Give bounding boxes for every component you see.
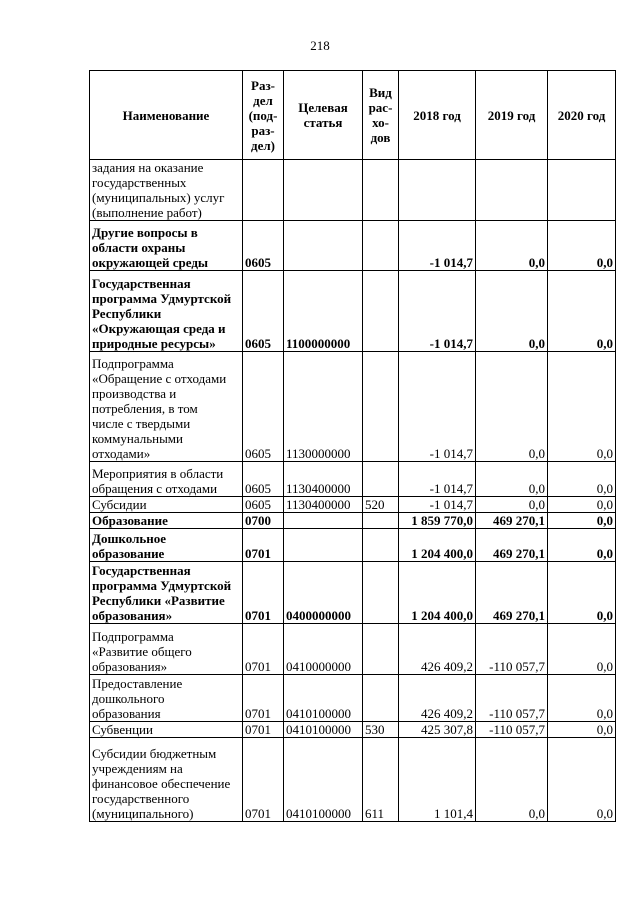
cell-name-line: Подпрограмма [92,629,174,644]
cell-name-line: Другие вопросы в [92,225,198,240]
cell-name [90,221,243,271]
cell-2020: 0,0 [548,221,616,271]
cell-name [90,529,243,562]
cell-2018: 425 307,8 [399,722,476,738]
cell-name [90,513,243,529]
cell-2019: -110 057,7 [476,722,548,738]
table-row [90,497,616,513]
cell-name-line: Республики «Развитие [92,593,225,608]
cell-expense-type [363,462,399,497]
table-row [90,562,616,624]
cell-expense-type [363,513,399,529]
cell-name-line: Республики [92,306,162,321]
header-section: Раз- дел (под- раз- дел) [243,71,284,160]
cell-name-line: задания на оказание [92,160,204,175]
cell-2019 [476,160,548,221]
cell-name-line: Дошкольное [92,531,166,546]
cell-name-line: области охраны [92,240,186,255]
cell-2020: 0,0 [548,675,616,722]
cell-name-line: (муниципального) [92,806,194,821]
cell-expense-type [363,529,399,562]
cell-article: 1130400000 [284,497,363,513]
cell-name [90,738,243,822]
cell-article: 0410100000 [284,738,363,822]
header-2020: 2020 год [548,71,616,160]
cell-expense-type [363,624,399,675]
cell-expense-type [363,675,399,722]
cell-section: 0605 [243,352,284,462]
cell-article: 1130000000 [284,352,363,462]
cell-name [90,562,243,624]
cell-2020: 0,0 [548,722,616,738]
cell-name-line: Субвенции [92,722,153,737]
table-header-row [90,71,616,160]
cell-2019: 0,0 [476,462,548,497]
cell-name [90,352,243,462]
cell-name-line: производства и [92,386,177,401]
table-row [90,160,616,221]
cell-2018: 1 204 400,0 [399,529,476,562]
cell-section: 0605 [243,462,284,497]
cell-section: 0701 [243,624,284,675]
cell-section [243,160,284,221]
cell-expense-type [363,160,399,221]
cell-name-line: учреждениям на [92,761,183,776]
table-row [90,675,616,722]
cell-section: 0701 [243,675,284,722]
cell-2020: 0,0 [548,562,616,624]
cell-name-line: природные ресурсы» [92,336,216,351]
table-row [90,722,616,738]
cell-2019: 0,0 [476,497,548,513]
cell-name-line: государственного [92,791,190,806]
cell-2019: 469 270,1 [476,529,548,562]
cell-2019: 0,0 [476,738,548,822]
cell-name-line: отходами» [92,446,151,461]
cell-2020: 0,0 [548,513,616,529]
cell-article: 0410100000 [284,675,363,722]
cell-expense-type: 530 [363,722,399,738]
cell-expense-type [363,562,399,624]
cell-2019: -110 057,7 [476,675,548,722]
cell-name [90,271,243,352]
cell-2019: 469 270,1 [476,562,548,624]
cell-2020: 0,0 [548,529,616,562]
table-row [90,529,616,562]
cell-name-line: Субсидии [92,497,147,512]
cell-2020: 0,0 [548,624,616,675]
cell-expense-type [363,352,399,462]
cell-name-line: Подпрограмма [92,356,174,371]
cell-name [90,497,243,513]
cell-2020: 0,0 [548,738,616,822]
cell-2018: -1 014,7 [399,462,476,497]
cell-article: 0410000000 [284,624,363,675]
cell-2020: 0,0 [548,462,616,497]
cell-section: 0701 [243,529,284,562]
cell-expense-type [363,221,399,271]
cell-name-line: образования [92,706,161,721]
cell-2018: -1 014,7 [399,352,476,462]
cell-article: 1130400000 [284,462,363,497]
cell-name-line: государственных [92,175,187,190]
cell-name-line: Субсидии бюджетным [92,746,217,761]
cell-2018: -1 014,7 [399,221,476,271]
header-name: Наименование [90,71,243,160]
cell-2020 [548,160,616,221]
cell-article: 0410100000 [284,722,363,738]
table-body [90,160,616,822]
cell-name-line: коммунальными [92,431,183,446]
cell-article: 0400000000 [284,562,363,624]
cell-name-line: Государственная [92,276,191,291]
cell-2018: 1 204 400,0 [399,562,476,624]
cell-2019: -110 057,7 [476,624,548,675]
header-2019: 2019 год [476,71,548,160]
cell-name-line: (муниципальных) услуг [92,190,225,205]
table-row [90,221,616,271]
cell-article [284,529,363,562]
cell-2018: -1 014,7 [399,271,476,352]
cell-2018: 426 409,2 [399,624,476,675]
cell-name-line: образования» [92,608,173,623]
cell-name [90,624,243,675]
table-row [90,513,616,529]
cell-name-line: образования» [92,659,168,674]
budget-table [89,70,616,822]
cell-name [90,675,243,722]
cell-2018: -1 014,7 [399,497,476,513]
cell-article: 1100000000 [284,271,363,352]
cell-name-line: Образование [92,513,168,528]
cell-name-line: (выполнение работ) [92,205,202,220]
cell-2019: 0,0 [476,221,548,271]
header-expense-type: Вид рас- хо- дов [363,71,399,160]
cell-name-line: программа Удмуртской [92,578,232,593]
cell-article [284,160,363,221]
table-row [90,624,616,675]
cell-section: 0605 [243,221,284,271]
cell-2018: 426 409,2 [399,675,476,722]
header-article: Целевая статья [284,71,363,160]
cell-name-line: программа Удмуртской [92,291,232,306]
table-row [90,271,616,352]
cell-name-line: обращения с отходами [92,481,218,496]
cell-section: 0605 [243,271,284,352]
cell-section: 0605 [243,497,284,513]
cell-2019: 469 270,1 [476,513,548,529]
cell-2018: 1 101,4 [399,738,476,822]
cell-2018 [399,160,476,221]
cell-expense-type [363,271,399,352]
cell-name-line: окружающей среды [92,255,209,270]
cell-section: 0701 [243,562,284,624]
cell-expense-type: 611 [363,738,399,822]
cell-name-line: числе с твердыми [92,416,191,431]
cell-expense-type: 520 [363,497,399,513]
cell-article [284,513,363,529]
table-row [90,352,616,462]
cell-article [284,221,363,271]
cell-name-line: потребления, в том [92,401,198,416]
table-row [90,462,616,497]
cell-2018: 1 859 770,0 [399,513,476,529]
cell-section: 0700 [243,513,284,529]
cell-2020: 0,0 [548,497,616,513]
page-number: 218 [310,38,330,53]
cell-2019: 0,0 [476,271,548,352]
cell-2020: 0,0 [548,352,616,462]
cell-name-line: дошкольного [92,691,165,706]
cell-2020: 0,0 [548,271,616,352]
cell-section: 0701 [243,722,284,738]
cell-name-line: образование [92,546,165,561]
cell-2019: 0,0 [476,352,548,462]
cell-name-line: финансовое обеспечение [92,776,231,791]
cell-name-line: Государственная [92,563,191,578]
cell-name-line: Предоставление [92,676,183,691]
header-2018: 2018 год [399,71,476,160]
cell-name-line: Мероприятия в области [92,466,224,481]
cell-name-line: «Окружающая среда и [92,321,226,336]
table-row [90,738,616,822]
cell-name-line: «Обращение с отходами [92,371,227,386]
cell-name [90,462,243,497]
cell-name [90,160,243,221]
cell-name-line: «Развитие общего [92,644,192,659]
cell-name [90,722,243,738]
cell-section: 0701 [243,738,284,822]
